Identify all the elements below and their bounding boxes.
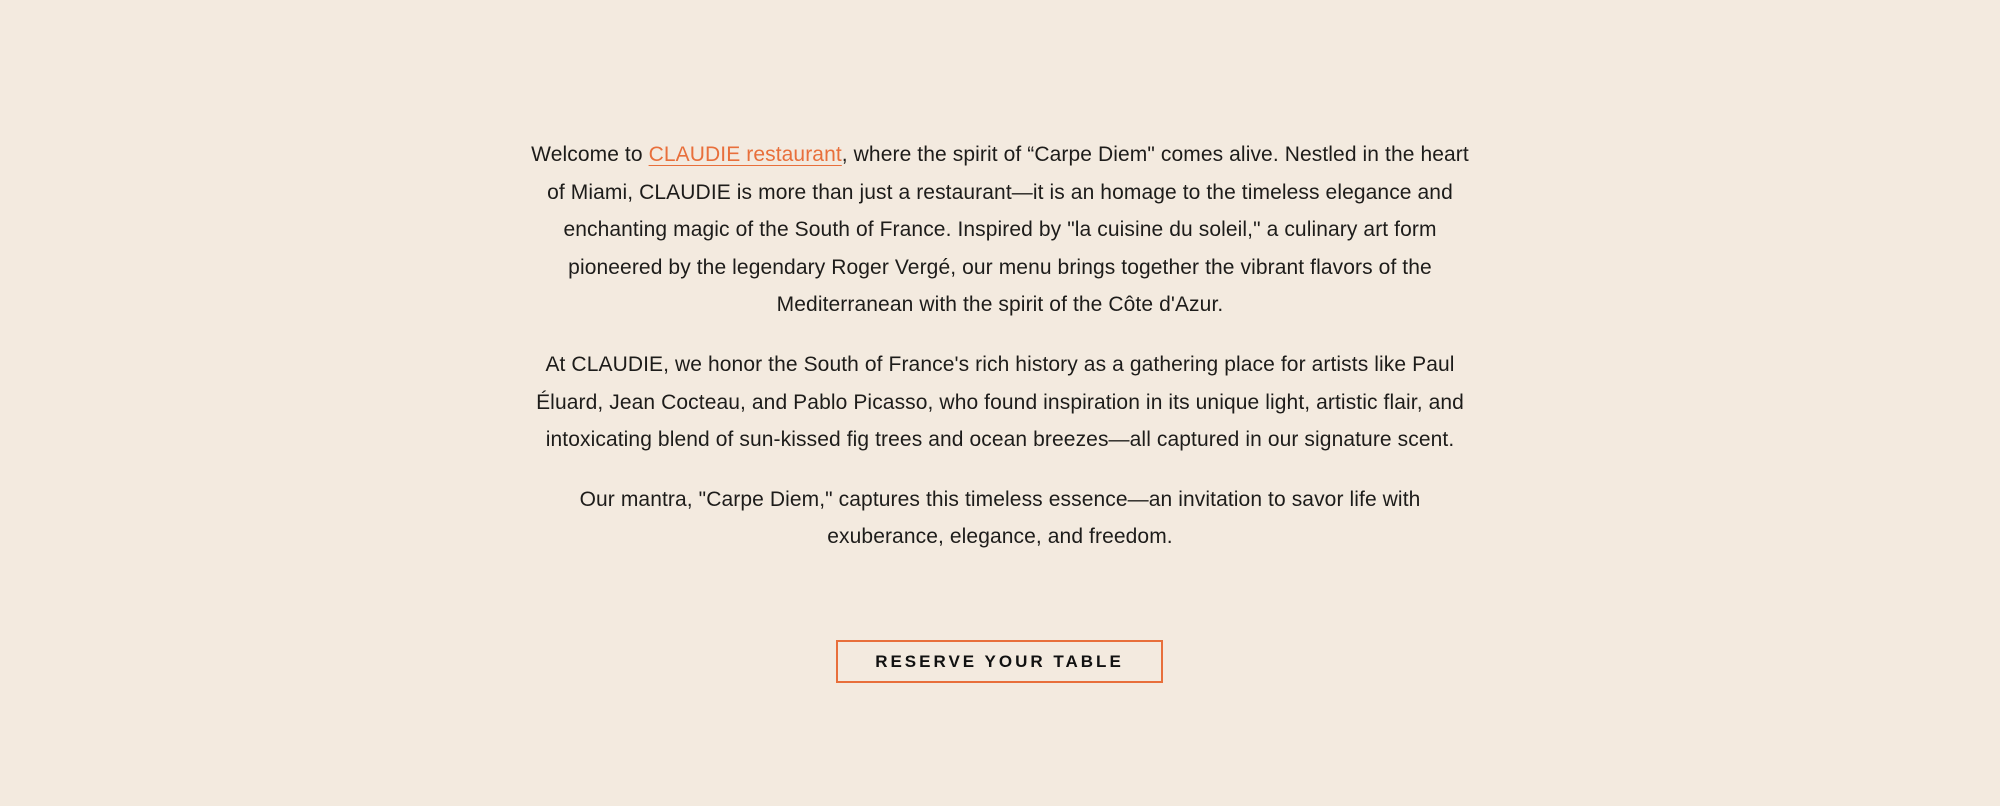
intro-paragraph-1-rest: , where the spirit of “Carpe Diem" comes alive. Nestled in the heart of Miami, CLAUDIE is more than just a restaurant—it is an homage to the timeless elegance and enchanting magic of the South of France. Inspired by "la cuisine du soleil," a culinary art form pioneered by the legendary Roger Vergé, our menu brings together the vibrant flavors of the Mediterranean with the spirit of the Côte d'Azur. (547, 143, 1469, 317)
intro-paragraph-2: At CLAUDIE, we honor the South of France's rich history as a gathering place for artists like Paul Éluard, Jean Cocteau, and Pablo Picasso, who found inspiration in its unique light, artistic flair, and intoxicating blend of sun-kissed fig trees and ocean breezes—all captured in our signature scent. (536, 352, 1464, 452)
intro-paragraph-1 (530, 136, 1470, 324)
reserve-table-button[interactable] (836, 640, 1163, 683)
reserve-table-button-label: RESERVE YOUR TABLE (875, 651, 1124, 671)
intro-text (530, 136, 1470, 556)
intro-paragraph-1-lead: Welcome to (531, 143, 649, 166)
claudie-restaurant-link[interactable]: CLAUDIE restaurant (648, 143, 842, 166)
intro-paragraph-3: Our mantra, "Carpe Diem," captures this timeless essence—an invitation to savor life with exuberance, elegance, and freedom. (579, 487, 1421, 549)
